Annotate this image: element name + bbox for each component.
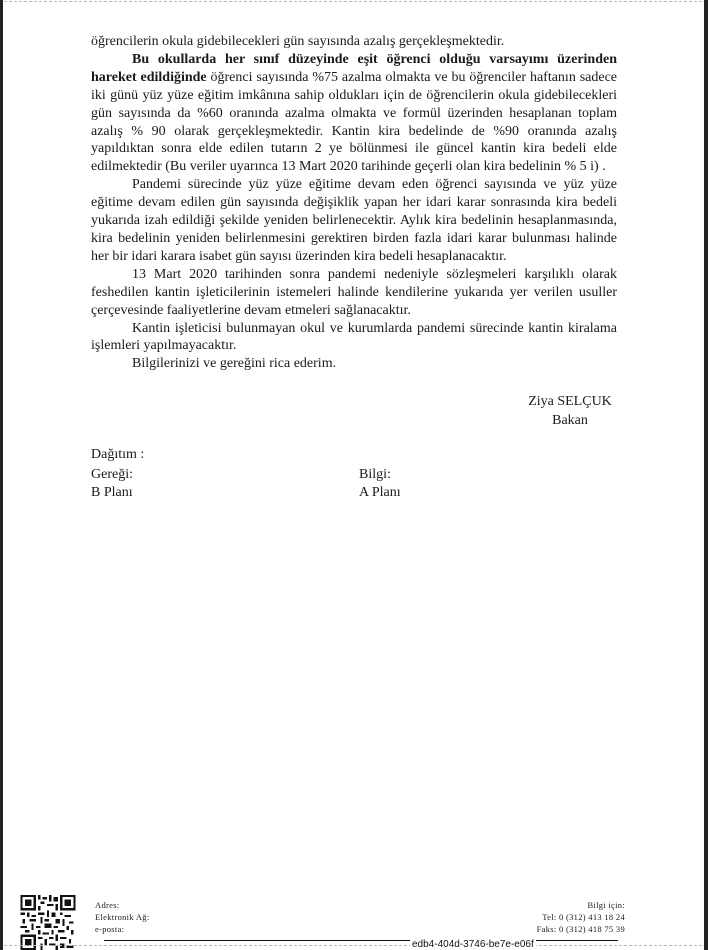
qr-code-icon bbox=[20, 895, 76, 950]
paragraph: Bu okullarda her sınıf düzeyinde eşit öğrenci olduğu varsayımı üzerinden hareket edildiğinde öğrenci sayısında %75 azalma olmakta ve bu öğrenciler haftanın sadece iki günü yüz yüze eğitim imkânına sahip oldukları için de öğrencilerin okula gidebilecekleri gün sayısında da %60 oranında azalma olmakta ve formül üzerinden hesaplanan toplam azalış % 90 olarak gerçekleşmektedir. Kantin kira bedelinde de %90 oranında azalış yapıldıktan sonra elde edilen tutarın 2 ye bölünmesi ile güncel kantin kira bedeli elde edilmektedir (Bu veriler uyarınca 13 Mart 2020 tarihinde geçerli olan kira bedelinin % 5 i) . bbox=[91, 51, 617, 175]
network-label: Elektronik Ağ: bbox=[95, 912, 150, 922]
distribution-left-label: Gereği: bbox=[91, 467, 133, 482]
distribution-right-value: A Planı bbox=[359, 485, 401, 500]
paragraph: 13 Mart 2020 tarihinden sonra pandemi nedeniyle sözleşmeleri karşılıklı olarak feshedilen kantin işleticilerinin istemeleri halinde kendilerine yukarıda yer verilen usuller çerçevesinde faaliyetlerine devam etmeleri sağlanacaktır. bbox=[91, 266, 617, 318]
distribution-right bbox=[359, 466, 401, 502]
footer-contact-info bbox=[537, 899, 625, 935]
bold-emphasis: Bu okullarda her sınıf düzeyinde eşit öğrenci olduğu varsayımı üzerinden hareket edildiğinde bbox=[91, 51, 617, 85]
signature-block bbox=[520, 392, 620, 430]
distribution-left bbox=[91, 466, 133, 502]
address-label: Adres: bbox=[95, 900, 120, 910]
page-edge-dashed-top bbox=[4, 1, 702, 2]
telephone-number: Tel: 0 (312) 413 18 24 bbox=[542, 912, 625, 922]
page-border-right bbox=[704, 0, 708, 950]
paragraph: Bilgilerinizi ve gereğini rica ederim. bbox=[132, 356, 337, 372]
signatory-name: Ziya SELÇUK bbox=[528, 394, 612, 409]
distribution-left-value: B Planı bbox=[91, 485, 133, 500]
verification-code: edb4-404d-3746-be7e-e06f bbox=[412, 939, 534, 950]
email-label: e-posta: bbox=[95, 924, 125, 934]
distribution-right-label: Bilgi: bbox=[359, 467, 391, 482]
distribution-heading: Dağıtım : bbox=[91, 447, 145, 462]
page-edge-dashed-bottom bbox=[4, 945, 702, 946]
paragraph: öğrencilerin okula gidebilecekleri gün sayısında azalış gerçekleşmektedir. bbox=[91, 34, 505, 49]
info-label: Bilgi için: bbox=[587, 900, 625, 910]
signatory-title: Bakan bbox=[552, 413, 588, 428]
fax-number: Faks: 0 (312) 418 75 39 bbox=[536, 924, 625, 934]
paragraph: Kantin işleticisi bulunmayan okul ve kurumlarda pandemi sürecinde kantin kiralama işlemleri yapılmayacaktır. bbox=[91, 320, 617, 354]
page-border-left bbox=[0, 0, 3, 950]
footer-divider bbox=[104, 940, 618, 941]
paragraph: Pandemi sürecinde yüz yüze eğitime devam eden öğrenci sayısında ve yüz yüze eğitime devam edilen gün sayısında değişiklik yapan her idari karar sonrasında kira bedeli yukarıda izah edildiği şekilde yeniden belirlenecektir. Aylık kira bedelinin hesaplanmasında, kira bedelinin yeniden belirlenmesini gerektiren birden fazla idari karar bulunması halinde her bir idari karara isabet gün sayısı üzerinden kira bedeli hesaplanacaktır. bbox=[91, 177, 617, 264]
letter-body bbox=[91, 33, 617, 373]
footer-contact-labels bbox=[95, 899, 150, 935]
